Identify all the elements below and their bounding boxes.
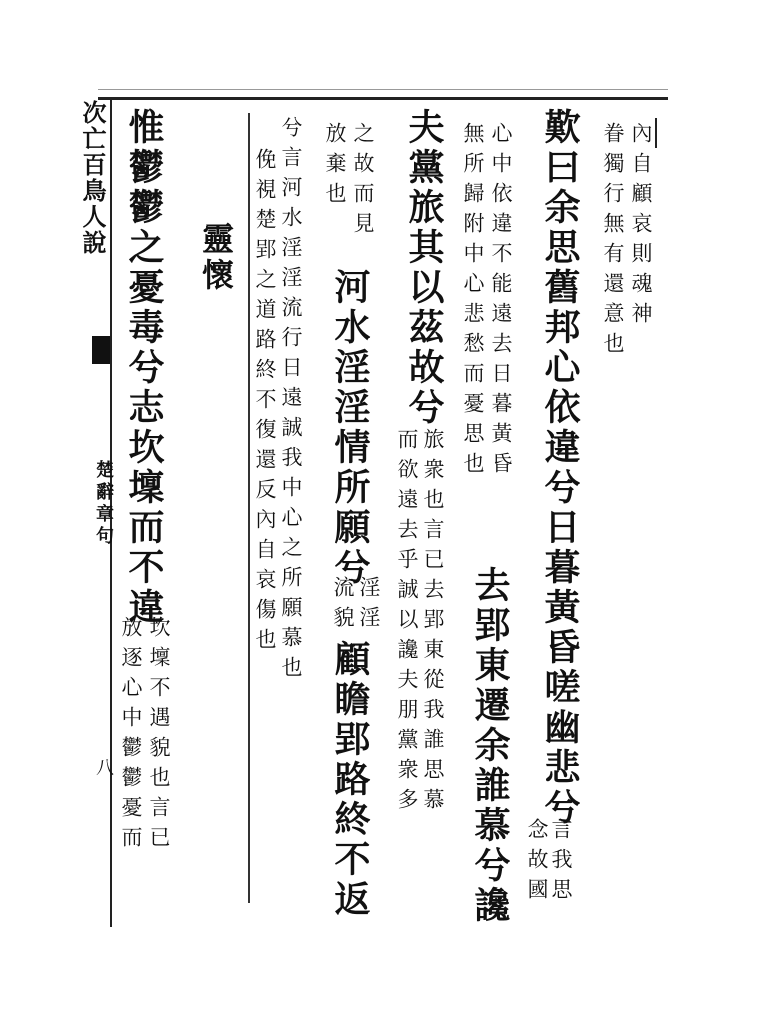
main-text-column: 河水淫淫情所願兮 [329,268,371,588]
top-rule-thin [98,89,668,90]
page-number: 八 [93,758,114,776]
annotation-line: 兮言河水淫淫流行日遠誠我中心之所願慕也 [279,116,303,686]
annotation-line: 而欲遠去乎誠以讒夫朋黨衆多 [395,428,419,818]
right-hook-mark [655,118,657,148]
annotation-line: 心中依違不能遠去日暮黃昏 [489,122,513,482]
annotation-line: 念故國 [525,818,549,908]
book-title: 楚辭章句 [93,460,114,548]
annotation-line: 放棄也 [323,122,347,212]
spine-text: 次亡百鳥人說 [78,100,107,256]
annotation-line: 旅衆也言已去郢東從我誰思慕 [421,428,445,818]
main-text-column: 歎曰余思舊邦心依違兮日暮黃昏嗟幽悲兮 [539,108,581,828]
fishtail-mark [92,336,110,364]
section-heading: 靈懷 [197,222,235,294]
annotation-line: 淫淫 [357,576,381,636]
annotation-line: 眷獨行無有還意也 [601,122,625,362]
annotation-line: 流貌 [331,576,355,636]
main-text-column: 夫黨旅其以茲故兮 [403,108,445,428]
main-text-column: 顧瞻郢路終不返 [329,640,371,920]
main-text-column: 去郢東遷余誰慕兮讒 [469,566,511,926]
annotation-line: 坎壈不遇貌也言已 [147,616,171,856]
annotation-line: 內自顧哀則魂神 [629,122,653,332]
column-divider [248,113,250,903]
top-rule [98,97,668,100]
annotation-line: 言我思 [549,818,573,908]
annotation-line: 放逐心中鬱鬱憂而 [119,616,143,856]
main-text-column: 惟鬱鬱之憂毒兮志坎壈而不違 [123,108,165,628]
annotation-line: 無所歸附中心悲愁而憂思也 [461,122,485,482]
annotation-line: 之故而見 [351,122,375,242]
annotation-line: 俛視楚郢之道路終不復還反內自哀傷也 [253,148,277,658]
